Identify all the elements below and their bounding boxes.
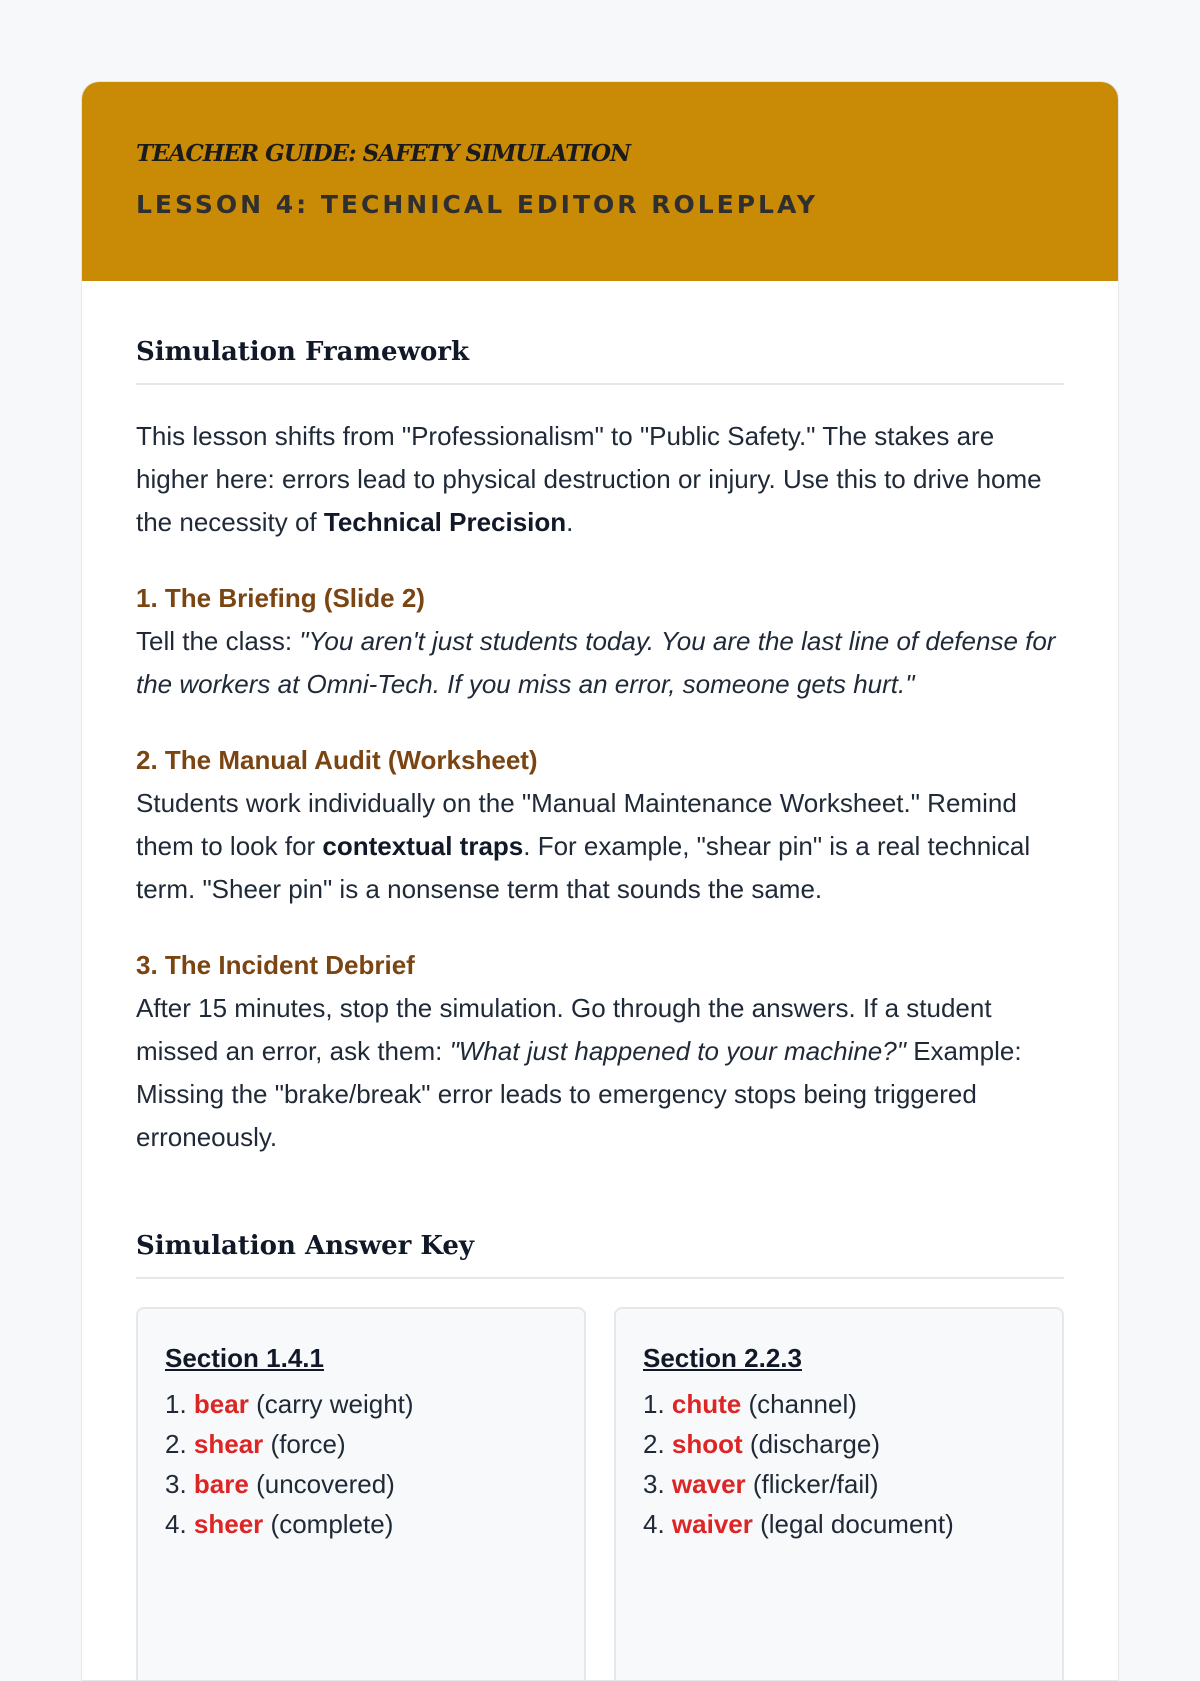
item-number: 4. <box>165 1509 187 1539</box>
answer-item <box>165 1384 557 1424</box>
answer-word: bear <box>193 1389 249 1419</box>
answer-word: chute <box>671 1389 742 1419</box>
step-heading: 1. The Briefing (Slide 2) <box>136 583 425 613</box>
answer-gloss: (flicker/fail) <box>752 1469 879 1499</box>
answer-item <box>165 1424 557 1464</box>
answer-gloss: (channel) <box>748 1389 857 1419</box>
step-text-after: Example: Missing the "brake/break" error leads to emergency stops being triggered erroneously. <box>136 1036 1022 1152</box>
answer-section-heading: Section 1.4.1 <box>165 1343 324 1373</box>
step-briefing <box>136 581 1064 706</box>
step-manual-audit <box>136 743 1064 911</box>
item-number: 2. <box>643 1429 665 1459</box>
lesson-title: LESSON 4: TECHNICAL EDITOR ROLEPLAY <box>136 190 819 219</box>
answer-item <box>643 1504 1035 1544</box>
answer-gloss: (discharge) <box>749 1429 880 1459</box>
step-body <box>136 620 1064 706</box>
answer-section-1-4-1 <box>136 1307 586 1681</box>
step-quote: "You aren't just students today. You are the last line of defense for the workers at Omni-Tech. If you miss an error, someone gets hurt." <box>136 626 1056 699</box>
item-number: 2. <box>165 1429 187 1459</box>
answer-gloss: (legal document) <box>760 1509 954 1539</box>
answer-gloss: (uncovered) <box>256 1469 395 1499</box>
answer-word: shoot <box>671 1429 743 1459</box>
intro-text: This lesson shifts from "Professionalism" to "Public Safety." The stakes are higher here: errors lead to physical destruction or injury. Use this to drive home the necessity of <box>136 421 1042 537</box>
step-body <box>136 987 1064 1159</box>
answer-gloss: (complete) <box>270 1509 394 1539</box>
answer-gloss: (force) <box>270 1429 346 1459</box>
step-heading: 2. The Manual Audit (Worksheet) <box>136 745 538 775</box>
item-number: 1. <box>165 1389 187 1419</box>
framework-title: Simulation Framework <box>136 335 1064 385</box>
item-number: 3. <box>643 1469 665 1499</box>
step-incident-debrief <box>136 948 1064 1159</box>
answer-section-2-2-3 <box>614 1307 1064 1681</box>
answer-item <box>165 1464 557 1504</box>
guide-header <box>82 82 1118 281</box>
guide-kicker: TEACHER GUIDE: SAFETY SIMULATION <box>136 140 631 167</box>
answer-item <box>643 1424 1035 1464</box>
intro-end: . <box>566 507 574 537</box>
answer-gloss: (carry weight) <box>256 1389 414 1419</box>
item-number: 1. <box>643 1389 665 1419</box>
answer-word: bare <box>193 1469 249 1499</box>
answer-item <box>643 1464 1035 1504</box>
step-text: Tell the class: <box>136 626 300 656</box>
item-number: 3. <box>165 1469 187 1499</box>
intro-emphasis: Technical Precision <box>323 507 567 537</box>
item-number: 4. <box>643 1509 665 1539</box>
answer-key-grid <box>136 1307 1064 1681</box>
answer-section-heading: Section 2.2.3 <box>643 1343 802 1373</box>
step-quote: "What just happened to your machine?" <box>449 1036 906 1066</box>
answer-word: waver <box>671 1469 746 1499</box>
step-heading: 3. The Incident Debrief <box>136 950 415 980</box>
step-text: After 15 minutes, stop the simulation. Go through the answers. If a student missed an error, ask them: <box>136 993 992 1066</box>
step-text-after: . For example, "shear pin" is a real technical term. "Sheer pin" is a nonsense term that sounds the same. <box>136 831 1031 904</box>
answer-item <box>643 1384 1035 1424</box>
framework-intro <box>136 415 1064 544</box>
step-emphasis: contextual traps <box>322 831 524 861</box>
step-body <box>136 782 1064 911</box>
step-text: Students work individually on the "Manual Maintenance Worksheet." Remind them to look for <box>136 788 1017 861</box>
answer-word: waiver <box>671 1509 753 1539</box>
answer-word: shear <box>193 1429 264 1459</box>
guide-card <box>81 81 1119 1681</box>
answer-word: sheer <box>193 1509 264 1539</box>
answer-item <box>165 1504 557 1544</box>
guide-content <box>82 335 1118 1681</box>
answer-key-title: Simulation Answer Key <box>136 1229 1064 1279</box>
